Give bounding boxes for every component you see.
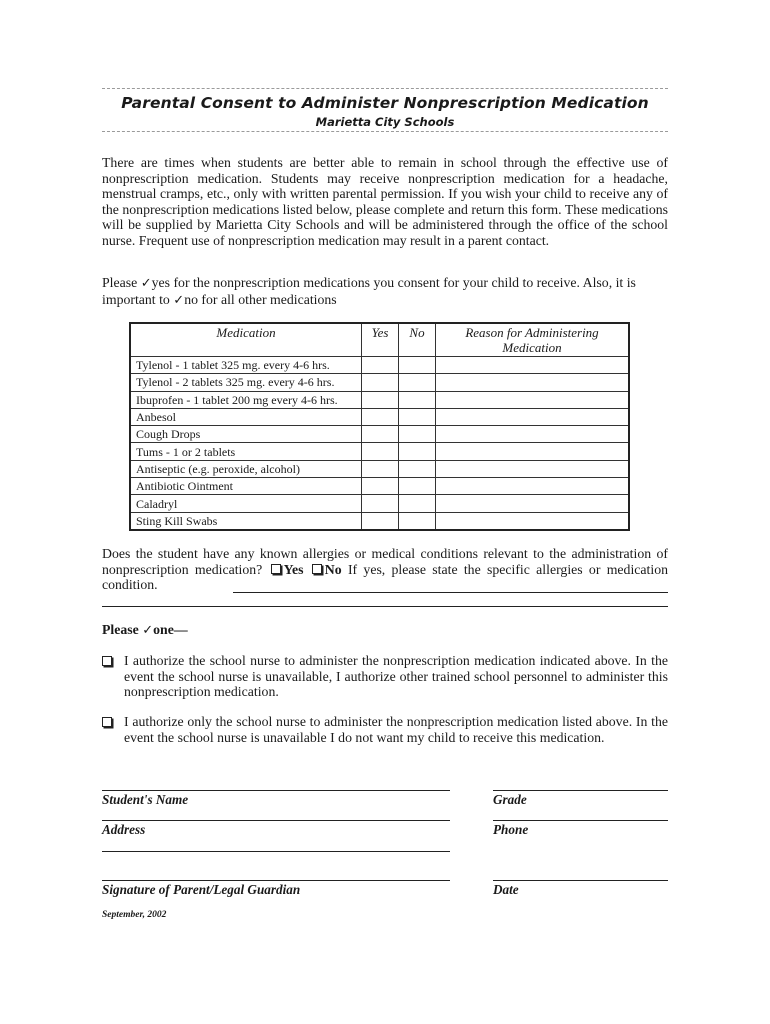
student-name-line[interactable] (102, 790, 450, 791)
form-revision-date: September, 2002 (102, 910, 167, 920)
reason-cell[interactable] (436, 512, 630, 530)
table-row (130, 426, 629, 443)
header-medication: Medication (130, 323, 362, 357)
medication-name: Caladryl (130, 495, 362, 512)
medication-name: Anbesol (130, 408, 362, 425)
no-cell[interactable] (399, 391, 436, 408)
reason-cell[interactable] (436, 443, 630, 460)
parent-signature-line[interactable] (102, 880, 450, 881)
yes-cell[interactable] (362, 408, 399, 425)
yes-cell[interactable] (362, 391, 399, 408)
reason-cell[interactable] (436, 478, 630, 495)
yes-cell[interactable] (362, 374, 399, 391)
no-cell[interactable] (399, 460, 436, 477)
no-cell[interactable] (399, 426, 436, 443)
allergy-question (102, 546, 668, 593)
reason-cell[interactable] (436, 408, 630, 425)
choose-please: Please (102, 622, 139, 637)
medication-name: Cough Drops (130, 426, 362, 443)
yes-cell[interactable] (362, 460, 399, 477)
no-cell[interactable] (399, 374, 436, 391)
no-cell[interactable] (399, 443, 436, 460)
medication-name: Ibuprofen - 1 tablet 200 mg every 4-6 hrs. (130, 391, 362, 408)
allergy-no-checkbox[interactable] (312, 564, 322, 574)
table-header-row (130, 323, 629, 357)
table-row (130, 374, 629, 391)
address-line[interactable] (102, 820, 450, 821)
option-other-personnel (102, 653, 668, 700)
allergy-no-label: No (324, 561, 342, 577)
yes-cell[interactable] (362, 426, 399, 443)
header-divider-top (102, 88, 668, 89)
reason-cell[interactable] (436, 374, 630, 391)
option-other-personnel-text: I authorize the school nurse to administer the nonprescription medication indicated above. In the event the school nurse is unavailable, I authorize other trained school personnel to administer this nonprescription medication. (124, 653, 668, 700)
reason-cell[interactable] (436, 357, 630, 374)
header-yes: Yes (362, 323, 399, 357)
table-row (130, 408, 629, 425)
date-label: Date (493, 882, 519, 897)
grade-label: Grade (493, 792, 527, 807)
header-no: No (399, 323, 436, 357)
table-row (130, 460, 629, 477)
intro-text: There are times when students are better able to remain in school through the effective use of nonprescription medication. Students may receive nonprescription medication for a headache, menstrual cramps, etc., only with written parental permission. If you wish your child to receive any of the nonprescription medications listed below, please complete and return this form. These medications will be supplied by Marietta City Schools and will be administered through the office of the school nurse. Frequent use of nonprescription medication may result in a parent contact. (102, 155, 668, 248)
address-label: Address (102, 822, 146, 837)
reason-cell[interactable] (436, 460, 630, 477)
table-row (130, 391, 629, 408)
header-reason: Reason for Administering Medication (436, 323, 630, 357)
form-title: Parental Consent to Administer Nonprescription Medication (121, 94, 649, 112)
reason-cell[interactable] (436, 426, 630, 443)
medication-name: Antibiotic Ointment (130, 478, 362, 495)
allergy-yes-label: Yes (283, 561, 304, 577)
grade-line[interactable] (493, 790, 668, 791)
no-cell[interactable] (399, 512, 436, 530)
medication-name: Antiseptic (e.g. peroxide, alcohol) (130, 460, 362, 477)
address-line-2[interactable] (102, 851, 450, 852)
medication-name: Tums - 1 or 2 tablets (130, 443, 362, 460)
header-divider-bottom (102, 131, 668, 132)
form-subtitle: Marietta City Schools (315, 115, 455, 129)
option-other-personnel-checkbox[interactable] (102, 656, 112, 666)
choose-one-label (102, 622, 668, 639)
table-row (130, 478, 629, 495)
reason-cell[interactable] (436, 391, 630, 408)
phone-line[interactable] (493, 820, 668, 821)
medication-name: Tylenol - 1 tablet 325 mg. every 4-6 hrs. (130, 357, 362, 374)
medication-name: Sting Kill Swabs (130, 512, 362, 530)
no-cell[interactable] (399, 408, 436, 425)
checkmark-icon: ✓ (173, 292, 185, 308)
instructions-paragraph (102, 275, 668, 308)
yes-cell[interactable] (362, 443, 399, 460)
checkmark-icon: ✓ (142, 623, 154, 638)
option-nurse-only-checkbox[interactable] (102, 717, 112, 727)
table-row (130, 495, 629, 512)
choose-suffix: one— (153, 622, 188, 637)
yes-cell[interactable] (362, 512, 399, 530)
medication-table (129, 322, 630, 531)
allergy-input-line-2[interactable] (102, 606, 668, 607)
yes-cell[interactable] (362, 357, 399, 374)
checkmark-icon: ✓ (140, 276, 152, 291)
student-name-label: Student's Name (102, 792, 189, 807)
no-cell[interactable] (399, 495, 436, 512)
reason-cell[interactable] (436, 495, 630, 512)
no-cell[interactable] (399, 357, 436, 374)
no-cell[interactable] (399, 478, 436, 495)
option-nurse-only-text: I authorize only the school nurse to administer the nonprescription medication listed above. In the event the school nurse is unavailable I do not want my child to receive this medication. (124, 714, 668, 745)
allergy-question-text: Does the student have any known allergies or medical conditions relevant to the administration of nonprescription medication? (102, 546, 668, 577)
table-row (130, 443, 629, 460)
date-line[interactable] (493, 880, 668, 881)
yes-cell[interactable] (362, 495, 399, 512)
allergy-input-line-1[interactable] (233, 592, 668, 593)
yes-cell[interactable] (362, 478, 399, 495)
medication-name: Tylenol - 2 tablets 325 mg. every 4-6 hrs. (130, 374, 362, 391)
table-row (130, 512, 629, 530)
intro-paragraph (102, 155, 668, 249)
instructions-part2: no for all other medications (184, 291, 337, 307)
instructions-part1: yes for the nonprescription medications you consent for your child to receive. Also, it is important to (102, 275, 636, 307)
allergy-yes-checkbox[interactable] (271, 564, 281, 574)
allergy-followup: If yes, please state the specific allergies or medication condition. (102, 561, 668, 593)
option-nurse-only (102, 714, 668, 745)
parent-signature-label: Signature of Parent/Legal Guardian (102, 882, 301, 897)
phone-label: Phone (493, 822, 529, 837)
instructions-please: Please (102, 275, 138, 290)
table-row (130, 357, 629, 374)
